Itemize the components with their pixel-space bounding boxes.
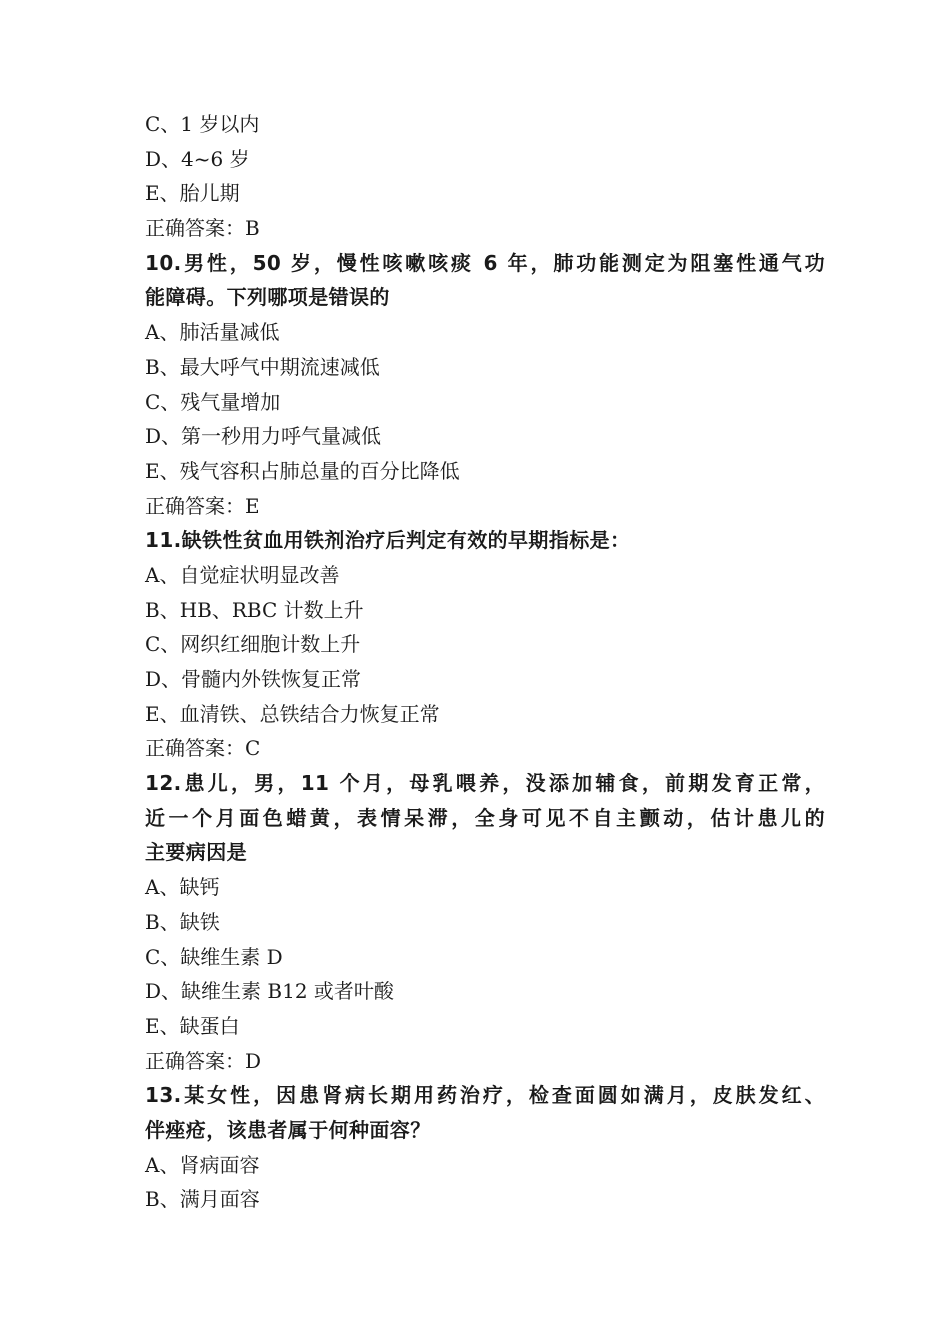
- answer-line: 正确答案：D: [145, 1048, 262, 1073]
- question-line: 主要病因是: [145, 840, 247, 865]
- question-line: 伴痤疮，该患者属于何种面容？: [145, 1117, 431, 1142]
- option-line: E、缺蛋白: [145, 1013, 240, 1038]
- option-line: A、肾病面容: [145, 1152, 260, 1177]
- question-line: 12.患儿，男，11 个月，母乳喂养，没添加辅食，前期发育正常，: [145, 771, 825, 796]
- option-line: D、4~6 岁: [145, 146, 250, 171]
- option-line: B、HB、RBC 计数上升: [145, 597, 364, 622]
- option-line: C、1 岁以内: [145, 112, 260, 136]
- option-line: D、骨髓内外铁恢复正常: [145, 667, 362, 691]
- option-line: B、缺铁: [145, 909, 220, 934]
- option-line: C、网织红细胞计数上升: [145, 632, 361, 657]
- question-line: 11.缺铁性贫血用铁剂治疗后判定有效的早期指标是：: [145, 528, 631, 553]
- question-line: 近一个月面色蜡黄，表情呆滞，全身可见不自主颤动，估计患儿的: [145, 805, 825, 830]
- option-line: E、胎儿期: [145, 181, 240, 206]
- option-line: C、残气量增加: [145, 389, 281, 414]
- exam-page: [145, 107, 825, 1217]
- question-line: 10.男性，50 岁，慢性咳嗽咳痰 6 年，肺功能测定为阻塞性通气功: [145, 250, 825, 275]
- option-line: E、血清铁、总铁结合力恢复正常: [145, 701, 440, 726]
- question-line: 能障碍。下列哪项是错误的: [145, 285, 390, 310]
- option-line: E、残气容积占肺总量的百分比降低: [145, 458, 460, 483]
- option-line: A、自觉症状明显改善: [145, 562, 340, 587]
- answer-line: 正确答案：E: [145, 493, 260, 518]
- option-line: A、缺钙: [145, 875, 220, 900]
- option-line: B、最大呼气中期流速减低: [145, 354, 380, 379]
- question-line: 13.某女性，因患肾病长期用药治疗，检查面圆如满月，皮肤发红、: [145, 1083, 825, 1108]
- answer-line: 正确答案：C: [145, 736, 261, 761]
- option-line: B、满月面容: [145, 1187, 260, 1212]
- answer-line: 正确答案：B: [145, 216, 260, 241]
- option-line: C、缺维生素 D: [145, 944, 283, 969]
- option-line: D、缺维生素 B12 或者叶酸: [145, 979, 394, 1004]
- option-line: A、肺活量减低: [145, 320, 280, 345]
- option-line: D、第一秒用力呼气量减低: [145, 424, 382, 449]
